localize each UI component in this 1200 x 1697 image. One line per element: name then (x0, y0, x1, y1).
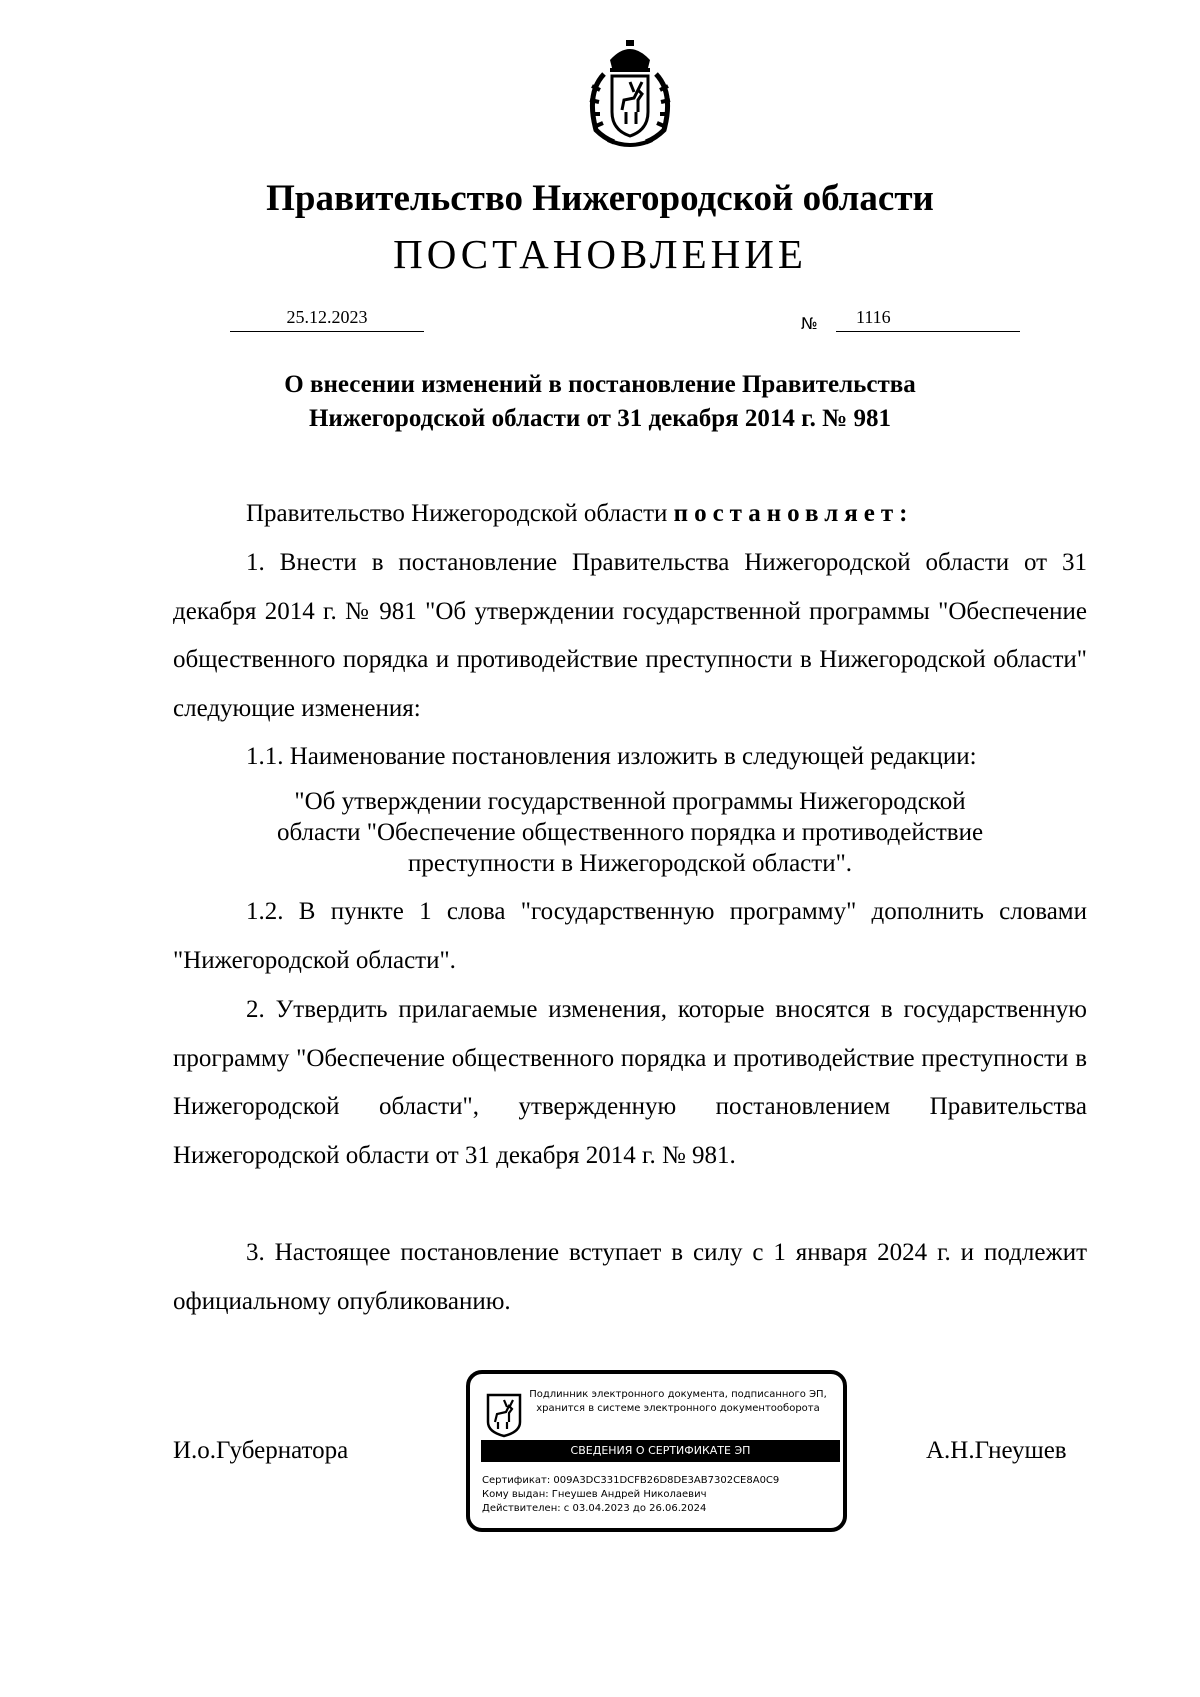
decree-subject (0, 368, 1200, 436)
decree-date: 25.12.2023 (230, 307, 424, 332)
certificate-details (482, 1474, 779, 1516)
certificate-validity: Действителен: с 03.04.2023 до 26.06.2024 (482, 1503, 707, 1514)
document-type: ПОСТАНОВЛЕНИЕ (393, 231, 807, 277)
subject-line: Нижегородской области от 31 декабря 2014 г. № 981 (308, 405, 892, 432)
decree-number: 1116 (836, 307, 1020, 332)
number-sign: № (801, 314, 818, 333)
certificate-header: СВЕДЕНИЯ О СЕРТИФИКАТЕ ЭП (481, 1440, 840, 1462)
paragraph-2: 2. Утвердить прилагаемые изменения, которые вносятся в государственную программу "Обеспечение общественного порядка и противодействие преступности в Нижегородской области", утвержденную постановлением Правительства Нижегородской области от 31 декабря 2014 г. № 981. (173, 996, 1087, 1169)
coat-of-arms-icon (574, 38, 686, 148)
stamp-note-line: Подлинник электронного документа, подписанного ЭП, (529, 1389, 827, 1400)
quote-line: области "Обеспечение общественного порядка и противодействие (276, 819, 984, 846)
subject-line: О внесении изменений в постановление Правительства (284, 371, 916, 398)
deer-emblem-icon (485, 1392, 523, 1438)
quote-line: преступности в Нижегородской области". (407, 850, 853, 877)
certificate-serial: Сертификат: 009A3DC331DCFB26D8DE3AB7302CE8A0C9 (482, 1475, 780, 1486)
paragraph-1-1: 1.1. Наименование постановления изложить в следующей редакции: (246, 743, 977, 770)
paragraph-3: 3. Настоящее постановление вступает в силу с 1 января 2024 г. и подлежит официальному опубликованию. (173, 1239, 1087, 1315)
quote-line: "Об утверждении государственной программы Нижегородской (294, 788, 966, 815)
signatory-title: И.о.Губернатора (173, 1437, 349, 1464)
signatory-name: А.Н.Гнеушев (926, 1437, 1067, 1464)
paragraph-1-2: 1.2. В пункте 1 слова "государственную программу" дополнить словами "Нижегородской области". (173, 898, 1087, 974)
certificate-owner: Кому выдан: Гнеушев Андрей Николаевич (482, 1489, 707, 1500)
stamp-note (528, 1388, 828, 1416)
preamble (173, 490, 1087, 539)
preamble-verb: постановляет: (673, 500, 914, 527)
authority-title: Правительство Нижегородской области (266, 178, 934, 219)
preamble-text: Правительство Нижегородской области (246, 500, 668, 527)
paragraph-1: 1. Внести в постановление Правительства Нижегородской области от 31 декабря 2014 г. № 981 "Об утверждении государственной программы "Обеспечение общественного порядка и противодействие преступности в Нижегородской области" следующие изменения: (173, 549, 1087, 722)
stamp-note-line: хранится в системе электронного документооборота (536, 1403, 820, 1414)
electronic-signature-stamp (466, 1370, 847, 1532)
quoted-title (173, 786, 1087, 879)
